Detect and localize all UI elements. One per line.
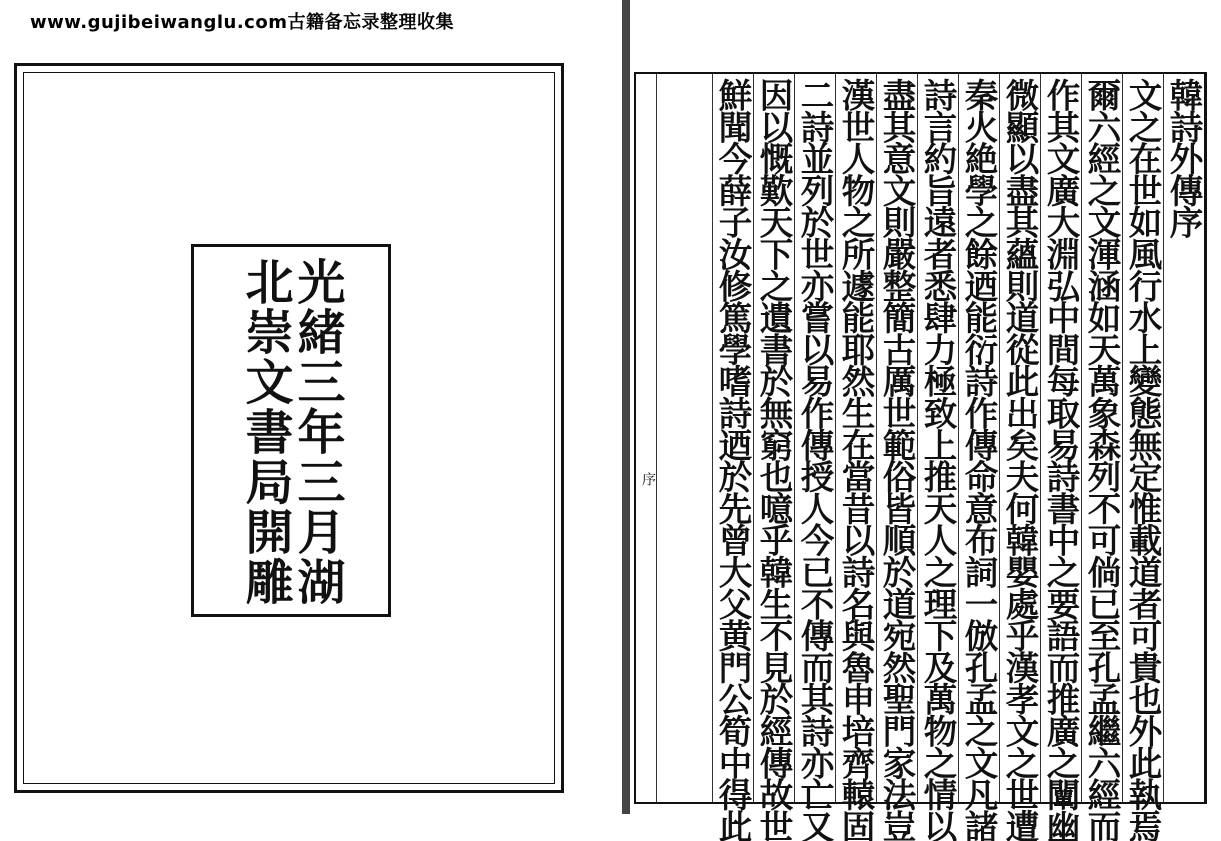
publication-imprint-box <box>191 244 391 617</box>
preface-column: 二詩並列於世亦嘗以易作傳授人今已不傳而其詩亦亡又 <box>794 74 835 802</box>
right-page <box>630 0 1221 841</box>
gutter-mark: 序 <box>640 472 656 486</box>
preface-title: 韓詩外傳序 <box>1163 74 1204 802</box>
preface-text-frame <box>634 72 1207 841</box>
preface-column: 秦火絶學之餘迺能衍詩作傳命意布詞一倣孔孟之文凡諸 <box>958 74 999 802</box>
preface-column: 爾六經之文渾涵如天萬象森列不可倘已至孔孟繼六經而 <box>1081 74 1122 802</box>
preface-column: 鮮聞今薛子汝修篤學嗜詩迺於先曾大父黄門公筍中得此 <box>712 74 753 802</box>
preface-column: 因以慨歎天下之遺書於無窮也噫乎韓生不見於經傳故世 <box>753 74 794 802</box>
left-page <box>0 0 622 814</box>
preface-column: 詩言約旨遠者悉肆力極致上推天人之理下及萬物之情以 <box>917 74 958 802</box>
preface-column: 盡其意文則嚴整簡古厲世範俗皆順於道宛然聖門家法豈 <box>876 74 917 802</box>
preface-column: 漢世人物之所遽能耶然生在當昔以詩名與魯申培齊轅固 <box>835 74 876 802</box>
watermark-text: www.gujibeiwanglu.com古籍备忘录整理收集 <box>30 12 454 33</box>
book-spine-divider <box>622 0 630 814</box>
title-page-border <box>14 63 564 793</box>
preface-column: 作其文廣大淵弘中間每取易詩書中之要語而推廣之闡幽 <box>1040 74 1081 802</box>
imprint-publisher-column: 北崇文書局開雕 <box>237 257 293 607</box>
preface-column: 文之在世如風行水上變態無定惟載道者可貴也外此執焉 <box>1122 74 1163 802</box>
page-gutter <box>636 74 657 802</box>
imprint-date-column: 光緒三年三月湖 <box>289 257 345 607</box>
preface-columns <box>712 74 1204 841</box>
preface-column: 微顯以盡其蘊則道從此出矣夫何韓嬰處乎漢孝文之世遭 <box>999 74 1040 802</box>
